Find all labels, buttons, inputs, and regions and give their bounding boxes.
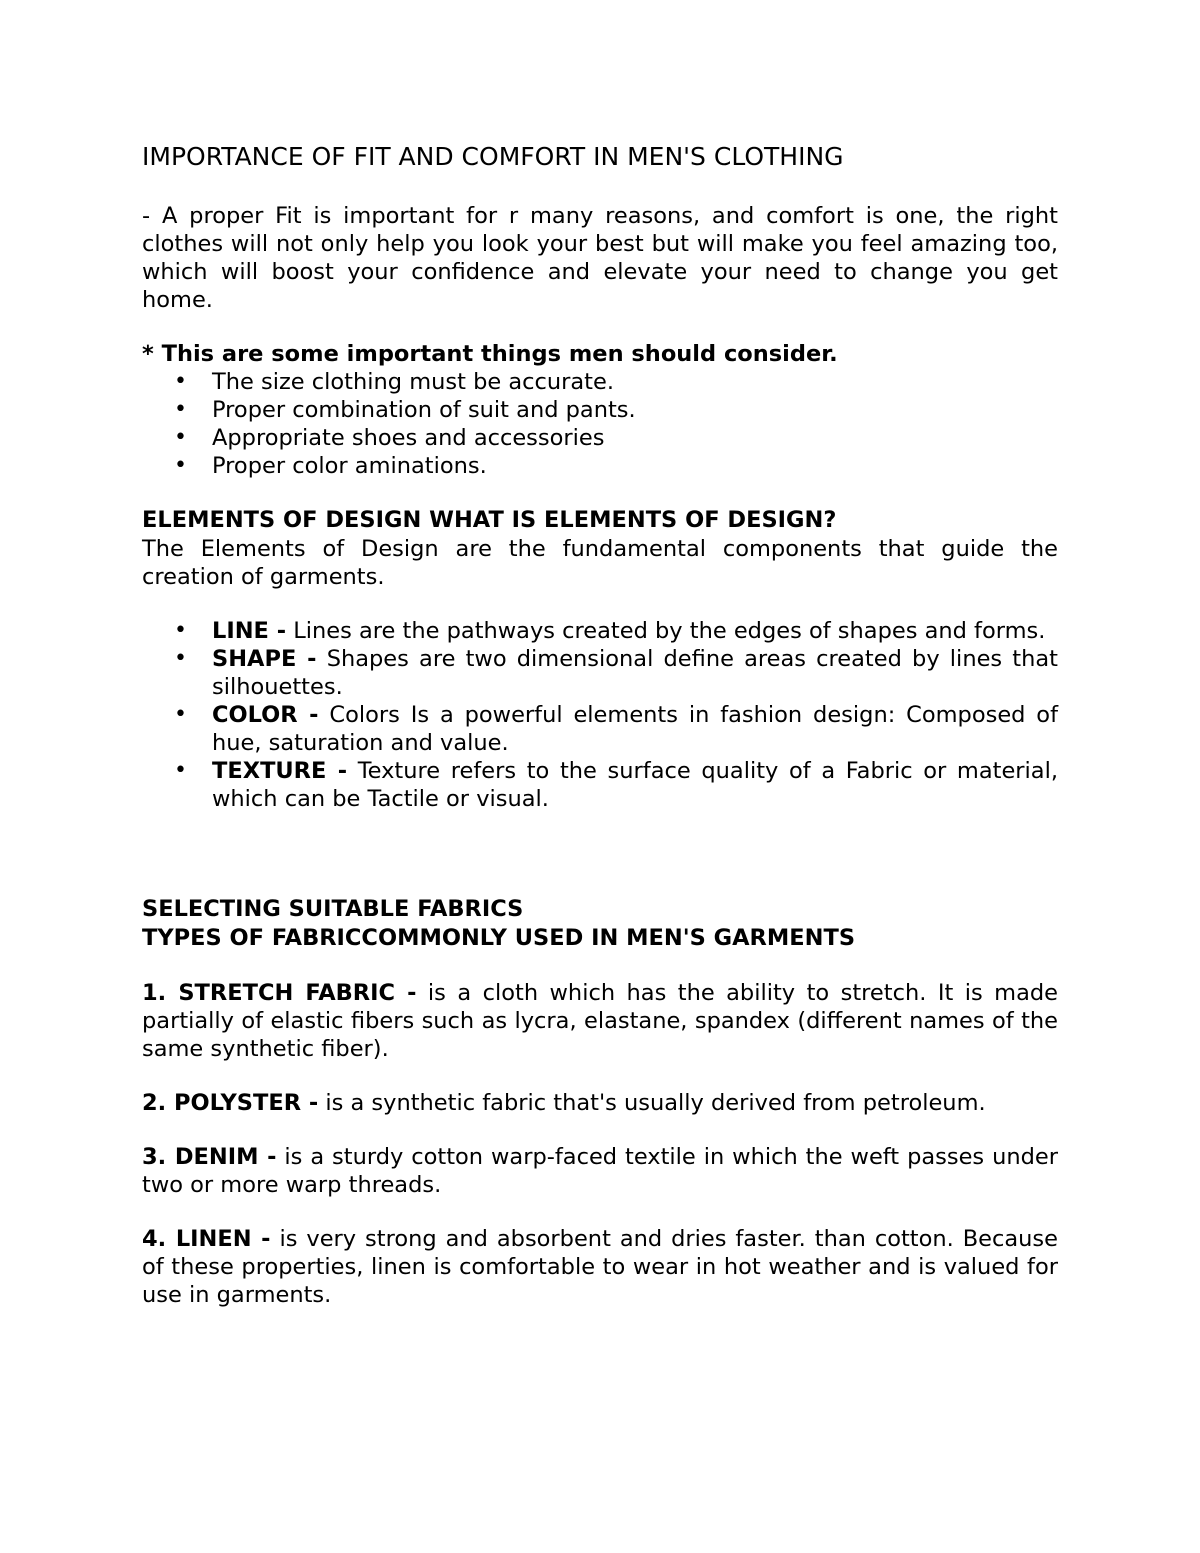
consider-list [142,368,1058,480]
list-item: • Proper combination of suit and pants. [142,396,1058,424]
fabric-description: is a cloth which has the ability to stretch. It is made partially of elastic fibers such as lycra, elastane, spandex (different names of the same synthetic fiber). [142,980,1058,1062]
fabrics-subheading: TYPES OF FABRICCOMMONLY USED IN MEN'S GARMENTS [142,925,856,951]
element-description: Colors Is a powerful elements in fashion design: Composed of hue, saturation and value. [212,702,1058,756]
element-term: TEXTURE - [212,758,348,784]
list-item [142,701,1058,757]
spacer [142,174,1058,202]
list-item [142,757,1058,813]
spacer [142,1199,1058,1225]
fabric-item [142,1089,1058,1117]
list-item [142,645,1058,701]
fabric-term: 1. STRETCH FABRIC - [142,980,417,1006]
list-item: • Proper color aminations. [142,452,1058,480]
spacer [142,813,1058,869]
consider-heading: * This are some important things men should consider. [142,341,838,367]
elements-intro: The Elements of Design are the fundamental components that guide the creation of garments. [142,536,1058,590]
elements-heading: ELEMENTS OF DESIGN WHAT IS ELEMENTS OF DESIGN? [142,507,837,533]
fabric-item [142,1225,1058,1309]
spacer [142,1063,1058,1089]
fabric-description: is a synthetic fabric that's usually derived from petroleum. [318,1090,986,1116]
list-item: • Appropriate shoes and accessories [142,424,1058,452]
spacer [142,1117,1058,1143]
elements-list [142,617,1058,813]
spacer [142,480,1058,506]
element-term: LINE - [212,618,287,644]
fabrics-heading: SELECTING SUITABLE FABRICS [142,896,524,922]
fabric-item [142,1143,1058,1199]
spacer [142,314,1058,340]
fabric-term: 4. LINEN - [142,1226,271,1252]
spacer [142,591,1058,617]
element-term: COLOR - [212,702,319,728]
list-item [142,617,1058,645]
fabric-term: 3. DENIM - [142,1144,277,1170]
list-item: • The size clothing must be accurate. [142,368,1058,396]
element-description: Texture refers to the surface quality of a Fabric or material, which can be Tactile or visual. [212,758,1058,812]
fabric-description: is very strong and absorbent and dries faster. than cotton. Because of these properties, linen is comfortable to wear in hot weather and is valued for use in garments. [142,1226,1058,1308]
spacer [142,869,1058,895]
fabric-term: 2. POLYSTER - [142,1090,319,1116]
fabric-description: is a sturdy cotton warp-faced textile in which the weft passes under two or more warp threads. [142,1144,1059,1198]
element-term: SHAPE - [212,646,317,672]
document-page [142,140,1058,1309]
element-description: Shapes are two dimensional define areas created by lines that silhouettes. [212,646,1059,700]
intro-paragraph: - A proper Fit is important for r many reasons, and comfort is one, the right clothes will not only help you look your best but will make you feel amazing too, which will boost your confidence and elevate your need to change you get home. [142,203,1058,313]
element-description: Lines are the pathways created by the edges of shapes and forms. [286,618,1046,644]
spacer [142,953,1058,979]
document-title: IMPORTANCE OF FIT AND COMFORT IN MEN'S CLOTHING [142,142,844,171]
fabric-item [142,979,1058,1063]
